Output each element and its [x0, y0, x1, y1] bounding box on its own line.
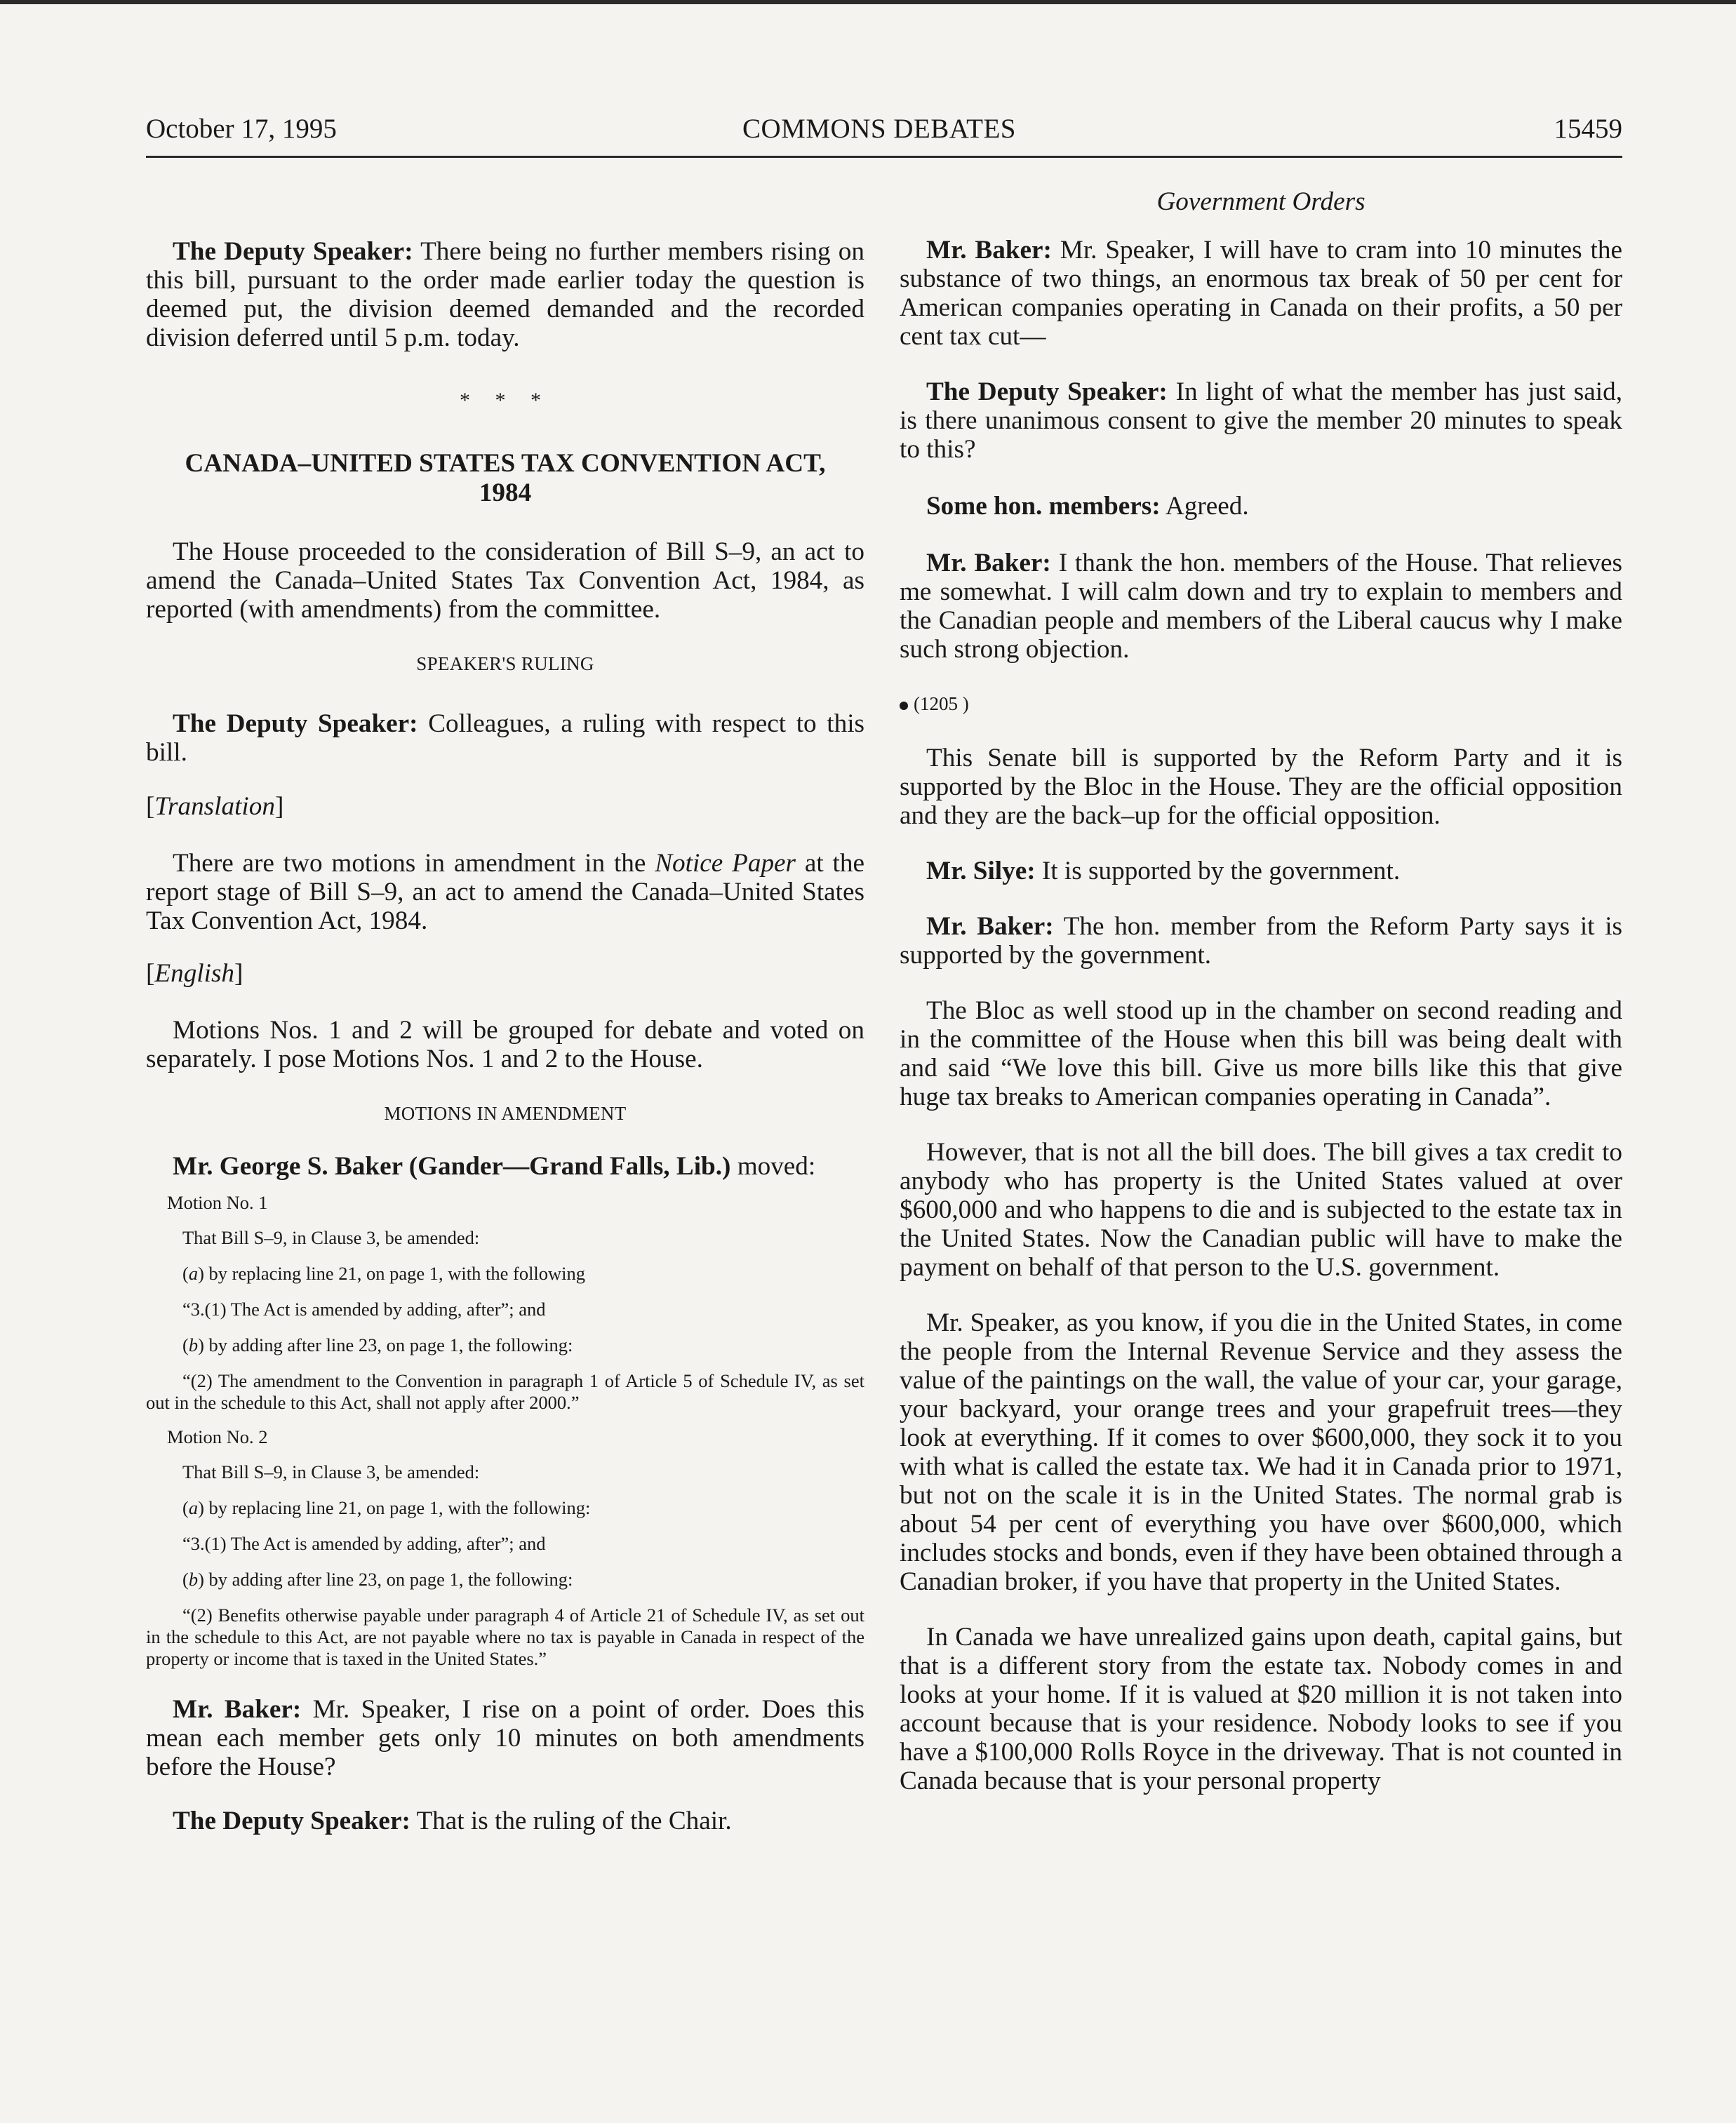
- speech-text: Colleagues, a ruling with respect to this bill.: [146, 709, 865, 767]
- translation-tag: Translation: [154, 792, 275, 821]
- speech-text: Mr. Speaker, I will have to cram into 10 minutes the substance of two things, an enormous tax break of 50 per cent for American companies operating in Canada on their profits, a 50 per cent tax cut—: [900, 236, 1622, 351]
- paragraph: [900, 492, 1622, 521]
- speech-text: There being no further members rising on this bill, pursuant to the order made earlier today the question is deemed put, the division deemed demanded and the recorded division deferred until 5 p.m. today.: [146, 237, 864, 352]
- notice-paper-ref: Notice Paper: [655, 849, 796, 878]
- speaker-name: The Deputy Speaker:: [926, 377, 1168, 406]
- item-text: by replacing line 21, on page 1, with the following: [208, 1263, 586, 1284]
- motion-label: Motion No. 2: [167, 1426, 268, 1447]
- section-separator: * * *: [460, 389, 551, 412]
- paragraph: [146, 1016, 864, 1073]
- speech-text: The Bloc as well stood up in the chamber on second reading and in the committee of the House when this bill was being dealt with and said “We love this bill. Give us more bills like this that give huge tax breaks to American companies operating in Canada”.: [900, 996, 1622, 1111]
- speech-text: The hon. member from the Reform Party says it is supported by the government.: [900, 912, 1622, 970]
- paragraph: [146, 1152, 864, 1181]
- speaker-name: The Deputy Speaker:: [173, 709, 418, 738]
- speech-text: That is the ruling of the Chair.: [416, 1807, 732, 1835]
- speaker-name: The Deputy Speaker:: [173, 1807, 410, 1835]
- speaker-name: Mr. Silye:: [926, 857, 1036, 885]
- speech-text: This Senate bill is supported by the Reform Party and it is supported by the Bloc in the House. They are the official opposition and they are the back–up for the official opposition.: [900, 744, 1622, 830]
- item-text: by replacing line 21, on page 1, with the following:: [208, 1497, 591, 1518]
- motion-item: (a) by replacing line 21, on page 1, with the following: [182, 1263, 586, 1284]
- header-rule: [146, 156, 1622, 158]
- paragraph-text: The House proceeded to the consideration of Bill S–9, an act to amend the Canada–United States Tax Convention Act, 1984, as reported (with amendments) from the committee.: [146, 537, 864, 624]
- motion-quote: “3.(1) The Act is amended by adding, after”; and: [182, 1533, 546, 1554]
- paragraph: [900, 377, 1622, 464]
- time-marker: [900, 692, 1622, 716]
- paragraph: [900, 912, 1622, 970]
- header-page-number: 15459: [1554, 114, 1622, 144]
- paragraph: [900, 549, 1622, 664]
- section-running-head: Government Orders: [1156, 187, 1366, 216]
- motion-label: Motion No. 1: [167, 1192, 268, 1213]
- speech-text: However, that is not all the bill does. The bill gives a tax credit to anybody who has property is the United States valued at over $600,000 and who happens to die and is subjected to the estate tax in the United States. Now the Canadian public will have to make the payment on behalf of that person to the U.S. government.: [900, 1138, 1622, 1282]
- bill-title: [146, 449, 864, 508]
- speech-text: Mr. Speaker, I rise on a point of order. Does this mean each member gets only 10 minutes on both amendments before the House?: [146, 1695, 865, 1781]
- motion-quote: “(2) The amendment to the Convention in paragraph 1 of Article 5 of Schedule IV, as set out in the schedule to this Act, shall not apply after 2000.”: [146, 1370, 864, 1413]
- item-letter: a: [188, 1263, 199, 1284]
- motion-intro: That Bill S–9, in Clause 3, be amended:: [182, 1227, 480, 1248]
- paragraph: [900, 857, 1622, 885]
- speech-text: Motions Nos. 1 and 2 will be grouped for debate and voted on separately. I pose Motions Nos. 1 and 2 to the House.: [146, 1016, 864, 1073]
- motion-2: [146, 1425, 864, 1670]
- speaker-name: The Deputy Speaker:: [173, 237, 413, 266]
- paragraph: [900, 236, 1622, 351]
- mover-name: Mr. George S. Baker (Gander—Grand Falls, Lib.): [173, 1152, 731, 1181]
- speech-text: In light of what the member has just said, is there unanimous consent to give the member 20 minutes to speak to this?: [900, 377, 1623, 464]
- time-marker-text: (1205 ): [914, 693, 969, 714]
- header-date: October 17, 1995: [146, 114, 337, 144]
- paragraph: [146, 709, 864, 767]
- paragraph: [146, 1807, 864, 1835]
- motion-item: (b) by adding after line 23, on page 1, the following:: [182, 1334, 573, 1355]
- item-letter: b: [188, 1334, 199, 1355]
- motion-quote: “3.(1) The Act is amended by adding, after”; and: [182, 1299, 546, 1320]
- language-tag: [English]: [146, 959, 243, 988]
- item-text: by adding after line 23, on page 1, the following:: [208, 1334, 573, 1355]
- right-column: [900, 182, 1622, 1795]
- speaker-name: Mr. Baker:: [926, 549, 1051, 577]
- motion-intro: That Bill S–9, in Clause 3, be amended:: [182, 1461, 480, 1482]
- paragraph: [146, 1695, 864, 1781]
- scan-top-edge: [0, 0, 1736, 4]
- paragraph: [900, 1308, 1622, 1596]
- language-tag: [Translation]: [146, 792, 284, 821]
- speaker-name: Mr. Baker:: [926, 912, 1054, 941]
- paragraph: [900, 744, 1622, 830]
- speech-text: at the report stage of Bill S–9, an act to amend the Canada–United States Tax Convention Act, 1984.: [146, 849, 864, 935]
- motion-quote: “(2) Benefits otherwise payable under paragraph 4 of Article 21 of Schedule IV, as set out in the schedule to this Act, are not payable where no tax is payable in Canada in respect of the property or income that is taxed in the United States.”: [146, 1605, 864, 1669]
- motion-item: (a) by replacing line 21, on page 1, with the following:: [182, 1497, 591, 1518]
- english-tag: English: [154, 959, 235, 988]
- item-text: by adding after line 23, on page 1, the following:: [208, 1569, 573, 1590]
- speaker-name: Mr. Baker:: [173, 1695, 302, 1724]
- bullet-icon: [900, 702, 908, 710]
- speech-text: It is supported by the government.: [1041, 857, 1401, 885]
- speech-text: I thank the hon. members of the House. That relieves me somewhat. I will calm down and try to explain to members and the Canadian people and members of the Liberal caucus why I make such strong objection.: [900, 549, 1623, 664]
- bill-title-line: CANADA–UNITED STATES TAX CONVENTION ACT,: [185, 449, 826, 478]
- left-column: [146, 182, 864, 1835]
- bill-title-line: 1984: [479, 478, 532, 507]
- item-letter: a: [188, 1497, 199, 1518]
- speech-text: There are two motions in amendment in the: [173, 849, 646, 878]
- motions-heading: MOTIONS IN AMENDMENT: [384, 1103, 627, 1124]
- speech-text: Mr. Speaker, as you know, if you die in the United States, in come the people from the Internal Revenue Service and they assess the value of the paintings on the wall, the value of your car, your garage, your backyard, your orange trees and your grapefruit trees—they look at everything. If it comes to over $600,000, they sock it to you with what is called the estate tax. We had it in Canada prior to 1971, but not on the scale it is in the United States. The normal grab is about 54 per cent of everything you have over $600,000, which includes stocks and bonds, even if they have been obtained through a Canadian broker, if you have that property in the United States.: [900, 1308, 1622, 1596]
- paragraph: [900, 1138, 1622, 1282]
- speakers-ruling-heading: SPEAKER'S RULING: [416, 653, 594, 674]
- motion-1: [146, 1191, 864, 1414]
- item-letter: b: [188, 1569, 199, 1590]
- speaker-name: Some hon. members:: [926, 492, 1161, 521]
- paragraph: [900, 996, 1622, 1111]
- paragraph: [146, 849, 864, 935]
- mover-action: moved:: [737, 1152, 816, 1181]
- motion-item: (b) by adding after line 23, on page 1, the following:: [182, 1569, 573, 1590]
- paragraph: [146, 237, 864, 352]
- paragraph: [146, 537, 864, 624]
- header-title: COMMONS DEBATES: [742, 114, 1016, 144]
- speech-text: In Canada we have unrealized gains upon death, capital gains, but that is a different story from the estate tax. Nobody comes in and looks at your home. If it is valued at $20 million it is not taken into account because that is your residence. Nobody looks to see if you have a $100,000 Rolls Royce in the driveway. That is not counted in Canada because that is your personal property: [900, 1623, 1622, 1795]
- speaker-name: Mr. Baker:: [926, 236, 1052, 264]
- speech-text: Agreed.: [1165, 492, 1249, 521]
- paragraph: [900, 1623, 1622, 1795]
